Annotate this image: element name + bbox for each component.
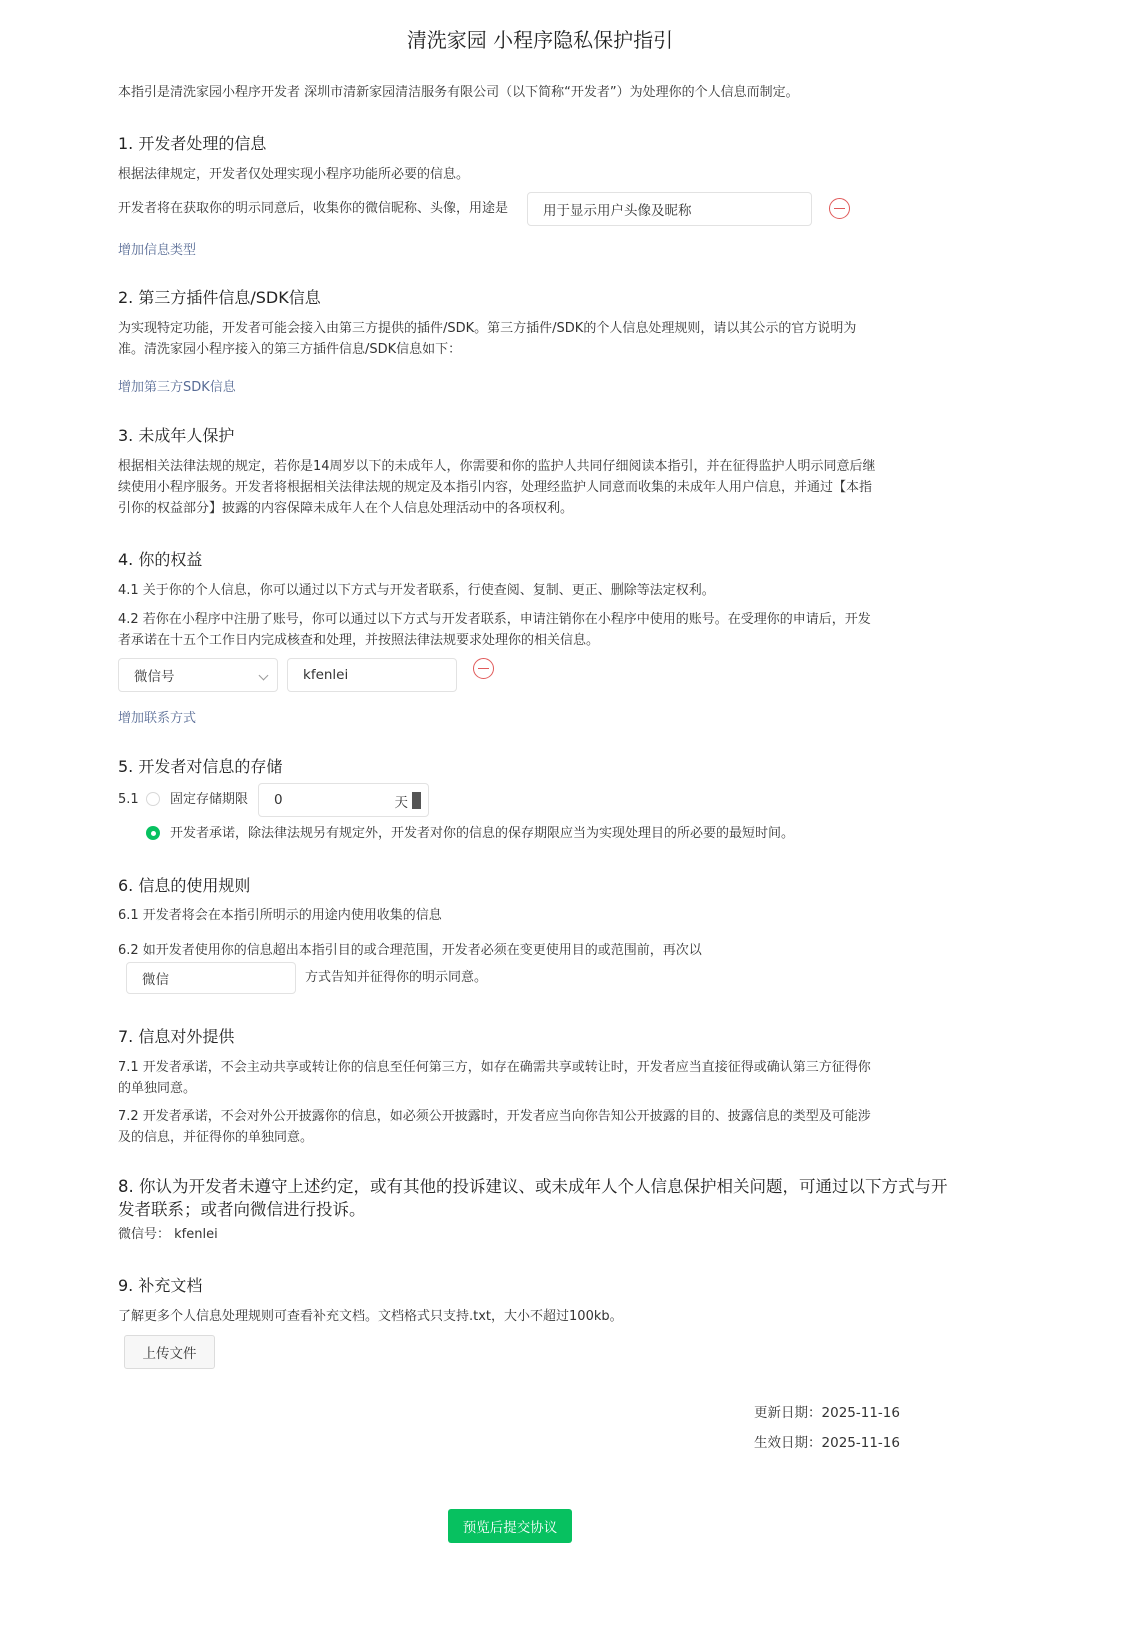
chevron-down-icon — [259, 671, 269, 681]
section-8-contact: 微信号： kfenlei — [118, 1227, 218, 1242]
section-8-heading-line2: 发者联系；或者向微信进行投诉。 — [118, 1200, 366, 1219]
section-3-heading: 3. 未成年人保护 — [118, 426, 235, 445]
updated-date: 更新日期：2025-11-16 — [754, 1405, 900, 1421]
page-title: 清洗家园 小程序隐私保护指引 — [406, 28, 674, 52]
section-2-heading: 2. 第三方插件信息/SDK信息 — [118, 288, 321, 307]
section-7-heading: 7. 信息对外提供 — [118, 1027, 235, 1046]
purpose-input[interactable]: 用于显示用户头像及昵称 — [527, 192, 812, 226]
remove-contact-icon[interactable] — [473, 658, 494, 679]
section-4-p42-line1: 4.2 若你在小程序中注册了账号，你可以通过以下方式与开发者联系，申请注销你在小程序中使用的账号。在受理你的申请后，开发 — [118, 612, 871, 627]
storage-minimum-label: 开发者承诺，除法律法规另有规定外，开发者对你的信息的保存期限应当为实现处理目的所必要的最短时间。 — [170, 826, 795, 841]
section-1-heading: 1. 开发者处理的信息 — [118, 134, 267, 153]
section-7-p72-line1: 7.2 开发者承诺，不会对外公开披露你的信息，如必须公开披露时，开发者应当向你告知公开披露的目的、披露信息的类型及可能涉 — [118, 1109, 871, 1124]
storage-minimum-radio[interactable] — [146, 826, 160, 840]
preview-submit-button[interactable]: 预览后提交协议 — [448, 1509, 572, 1543]
effective-date: 生效日期：2025-11-16 — [754, 1435, 900, 1451]
section-3-line1: 根据相关法律法规的规定，若你是14周岁以下的未成年人，你需要和你的监护人共同仔细阅读本指引，并在征得监护人明示同意后继 — [118, 459, 876, 474]
storage-days-input[interactable] — [258, 783, 429, 817]
section-9-para: 了解更多个人信息处理规则可查看补充文档。文档格式只支持.txt，大小不超过100kb。 — [118, 1309, 623, 1324]
section-4-p41: 4.1 关于你的个人信息，你可以通过以下方式与开发者联系，行使查阅、复制、更正、删除等法定权利。 — [118, 583, 715, 598]
notice-method-input[interactable]: 微信 — [126, 962, 296, 994]
section-1-para: 根据法律规定，开发者仅处理实现小程序功能所必要的信息。 — [118, 167, 470, 182]
scroll-indicator — [412, 792, 421, 809]
contact-type-value: 微信号 — [134, 669, 175, 685]
section-4-p42-line2: 者承诺在十五个工作日内完成核查和处理，并按照法律法规要求处理你的相关信息。 — [118, 633, 600, 648]
section-7-p72-line2: 及的信息，并征得你的单独同意。 — [118, 1130, 314, 1145]
storage-fixed-radio[interactable] — [146, 792, 160, 806]
section-1-collect-text: 开发者将在获取你的明示同意后，收集你的微信昵称、头像，用途是 — [118, 201, 509, 216]
section-2-para-line2: 准。清洗家园小程序接入的第三方插件信息/SDK信息如下： — [118, 342, 462, 357]
section-6-p62-tail: 方式告知并征得你的明示同意。 — [305, 970, 488, 985]
remove-info-icon[interactable] — [829, 198, 850, 219]
section-3-line2: 续使用小程序服务。开发者将根据相关法律法规的规定及本指引内容，处理经监护人同意而收集的未成年人用户信息，并通过【本指 — [118, 480, 873, 495]
section-6-heading: 6. 信息的使用规则 — [118, 876, 251, 895]
section-9-heading: 9. 补充文档 — [118, 1276, 203, 1295]
section-2-para-line1: 为实现特定功能，开发者可能会接入由第三方提供的插件/SDK。第三方插件/SDK的个人信息处理规则，请以其公示的官方说明为 — [118, 321, 857, 336]
upload-file-button[interactable]: 上传文件 — [124, 1335, 215, 1369]
section-6-p61: 6.1 开发者将会在本指引所明示的用途内使用收集的信息 — [118, 908, 442, 923]
storage-fixed-label: 固定存储期限 — [170, 792, 249, 807]
section-4-heading: 4. 你的权益 — [118, 550, 203, 569]
storage-days-unit: 天 — [394, 795, 408, 811]
section-8-heading-line1: 8. 你认为开发者未遵守上述约定，或有其他的投诉建议、或未成年人个人信息保护相关问题，可通过以下方式与开 — [118, 1177, 948, 1196]
section-3-line3: 引你的权益部分】披露的内容保障未成年人在个人信息处理活动中的各项权利。 — [118, 501, 574, 516]
add-info-type-link[interactable]: 增加信息类型 — [118, 243, 197, 258]
section-6-p62: 6.2 如开发者使用你的信息超出本指引目的或合理范围，开发者必须在变更使用目的或范围前，再次以 — [118, 943, 702, 958]
add-contact-link[interactable]: 增加联系方式 — [118, 711, 197, 726]
add-sdk-link[interactable]: 增加第三方SDK信息 — [118, 380, 236, 395]
section-7-p71-line2: 的单独同意。 — [118, 1081, 197, 1096]
section-7-p71-line1: 7.1 开发者承诺，不会主动共享或转让你的信息至任何第三方，如存在确需共享或转让时，开发者应当直接征得或确认第三方征得你 — [118, 1060, 871, 1075]
section-5-heading: 5. 开发者对信息的存储 — [118, 757, 283, 776]
storage-days-value: 0 — [274, 792, 283, 808]
section-5-number: 5.1 — [118, 792, 139, 807]
contact-value-input[interactable]: kfenlei — [287, 658, 457, 692]
contact-type-select[interactable] — [118, 658, 278, 692]
intro-text: 本指引是清洗家园小程序开发者 深圳市清新家园清洁服务有限公司（以下简称“开发者”）为处理你的个人信息而制定。 — [118, 85, 799, 100]
